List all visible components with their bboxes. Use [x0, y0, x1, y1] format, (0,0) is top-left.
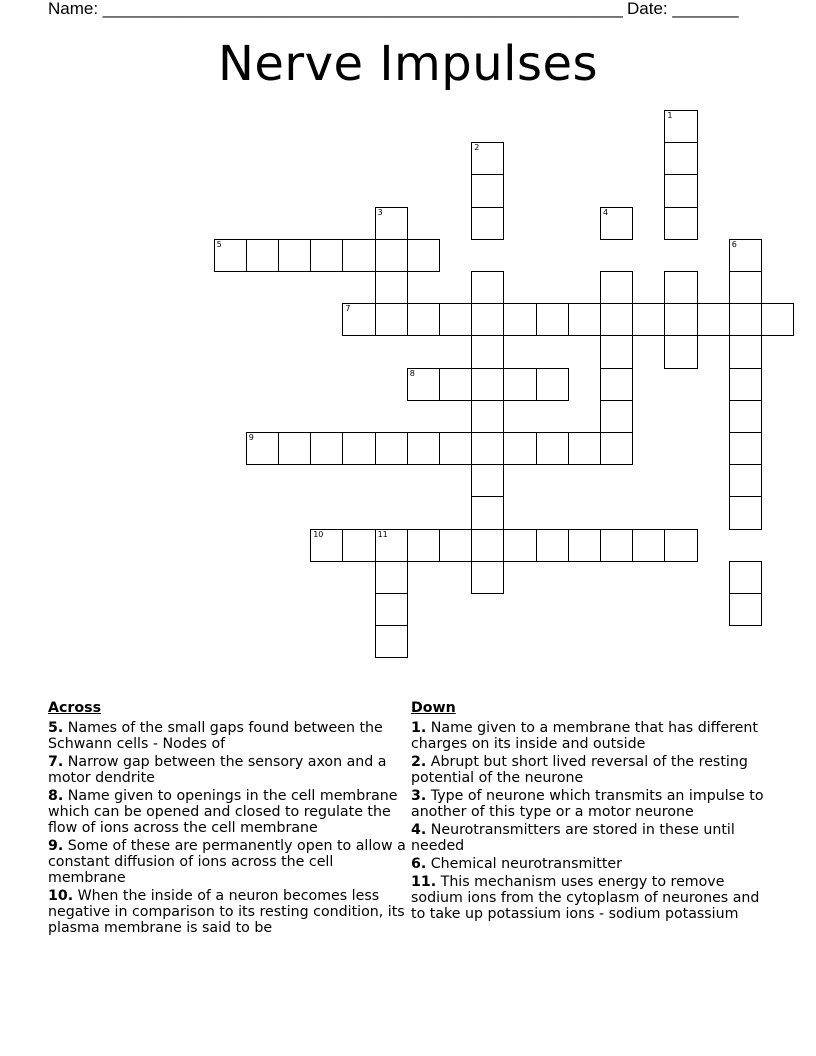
grid-cell[interactable]	[375, 625, 408, 658]
grid-cell[interactable]	[407, 239, 440, 272]
grid-cell[interactable]	[664, 110, 697, 143]
grid-cell[interactable]	[471, 529, 504, 562]
grid-cell[interactable]	[375, 561, 408, 594]
grid-cell[interactable]	[600, 529, 633, 562]
down-heading: Down	[411, 700, 456, 716]
clue-number-label: 11	[377, 529, 388, 539]
clue-text: Name given to openings in the cell membrane which can be opened and closed to regulate the flow of ions across the cell membrane	[48, 788, 398, 836]
clue-number: 4.	[411, 822, 427, 838]
grid-cell[interactable]	[407, 368, 440, 401]
grid-cell[interactable]	[503, 303, 536, 336]
grid-cell[interactable]	[536, 529, 569, 562]
grid-cell[interactable]	[600, 335, 633, 368]
date-field-line[interactable]: Date: _______	[627, 0, 739, 18]
across-clue	[48, 720, 408, 752]
grid-cell[interactable]	[471, 271, 504, 304]
grid-cell[interactable]	[407, 432, 440, 465]
grid-cell[interactable]	[568, 432, 601, 465]
grid-cell[interactable]	[375, 271, 408, 304]
clue-number-label: 4	[603, 207, 609, 217]
grid-cell[interactable]	[729, 464, 762, 497]
clue-number-label: 3	[377, 207, 383, 217]
grid-cell[interactable]	[600, 303, 633, 336]
grid-cell[interactable]	[471, 174, 504, 207]
grid-cell[interactable]	[600, 400, 633, 433]
clue-number-label: 6	[731, 239, 737, 249]
grid-cell[interactable]	[375, 593, 408, 626]
clue-number: 2.	[411, 754, 427, 770]
down-clue	[411, 874, 771, 922]
clue-text: Neurotransmitters are stored in these until needed	[411, 822, 735, 854]
grid-cell[interactable]	[503, 368, 536, 401]
grid-cell[interactable]	[375, 529, 408, 562]
down-clue	[411, 754, 771, 786]
grid-cell[interactable]	[664, 207, 697, 240]
grid-cell[interactable]	[697, 303, 730, 336]
grid-cell[interactable]	[503, 432, 536, 465]
clue-text: Some of these are permanently open to allow a constant diffusion of ions across the cell membrane	[48, 838, 406, 886]
clue-number-label: 2	[474, 143, 480, 153]
grid-cell[interactable]	[664, 529, 697, 562]
grid-cell[interactable]	[471, 464, 504, 497]
clue-number-label: 1	[667, 111, 673, 120]
grid-cell[interactable]	[471, 368, 504, 401]
grid-cell[interactable]	[439, 303, 472, 336]
grid-cell[interactable]	[632, 529, 665, 562]
clue-number: 8.	[48, 788, 64, 804]
grid-cell[interactable]	[503, 529, 536, 562]
grid-cell[interactable]	[568, 529, 601, 562]
clue-number-label: 7	[345, 304, 351, 314]
clue-text: Name given to a membrane that has different charges on its inside and outside	[411, 720, 758, 752]
grid-cell[interactable]	[375, 303, 408, 336]
clue-number-label: 9	[248, 433, 254, 442]
grid-cell[interactable]	[568, 303, 601, 336]
grid-cell[interactable]	[664, 271, 697, 304]
down-clue	[411, 788, 771, 820]
clue-number: 7.	[48, 754, 64, 770]
grid-cell[interactable]	[729, 432, 762, 465]
down-clues	[411, 700, 771, 924]
grid-cell[interactable]	[664, 142, 697, 175]
grid-cell[interactable]	[632, 303, 665, 336]
grid-cell[interactable]	[536, 368, 569, 401]
grid-cell[interactable]	[439, 432, 472, 465]
grid-cell[interactable]	[729, 593, 762, 626]
across-clue	[48, 888, 408, 936]
grid-cell[interactable]	[471, 496, 504, 529]
clue-number: 3.	[411, 788, 427, 804]
clue-number: 5.	[48, 720, 64, 736]
clue-text: Narrow gap between the sensory axon and a motor dendrite	[48, 754, 387, 786]
clue-number: 6.	[411, 856, 427, 872]
clue-number: 10.	[48, 888, 74, 904]
grid-cell[interactable]	[729, 561, 762, 594]
page-title: Nerve Impulses	[217, 36, 599, 92]
across-clue	[48, 754, 408, 786]
clue-number-label: 5	[216, 239, 222, 249]
grid-cell[interactable]	[375, 239, 408, 272]
clue-text: This mechanism uses energy to remove sodium ions from the cytoplasm of neurones and to take up potassium ions - sodium potassium	[411, 874, 760, 922]
clue-text: Abrupt but short lived reversal of the resting potential of the neurone	[411, 754, 748, 786]
grid-cell[interactable]	[600, 271, 633, 304]
clue-text: Names of the small gaps found between the Schwann cells - Nodes of	[48, 720, 383, 752]
grid-cell[interactable]	[471, 303, 504, 336]
grid-cell[interactable]	[310, 239, 343, 272]
grid-cell[interactable]	[246, 239, 279, 272]
across-heading: Across	[48, 700, 102, 716]
grid-cell[interactable]	[664, 174, 697, 207]
clue-text: Type of neurone which transmits an impulse to another of this type or a motor neurone	[411, 788, 764, 820]
grid-cell[interactable]	[536, 303, 569, 336]
grid-cell[interactable]	[310, 432, 343, 465]
grid-cell[interactable]	[342, 239, 375, 272]
grid-cell[interactable]	[729, 400, 762, 433]
across-clue	[48, 838, 408, 886]
grid-cell[interactable]	[729, 335, 762, 368]
grid-cell[interactable]	[278, 239, 311, 272]
grid-cell[interactable]	[729, 303, 762, 336]
grid-cell[interactable]	[439, 529, 472, 562]
grid-cell[interactable]	[342, 303, 375, 336]
grid-cell[interactable]	[536, 432, 569, 465]
grid-cell[interactable]	[310, 529, 343, 562]
grid-cell[interactable]	[729, 496, 762, 529]
grid-cell[interactable]	[471, 561, 504, 594]
grid-cell[interactable]	[729, 368, 762, 401]
down-clue	[411, 822, 771, 854]
grid-cell[interactable]	[471, 432, 504, 465]
clue-number: 1.	[411, 720, 427, 736]
clue-number: 9.	[48, 838, 64, 854]
name-field-line[interactable]: Name: _______________________________________________________	[48, 0, 623, 18]
grid-cell[interactable]	[246, 432, 279, 465]
grid-cell[interactable]	[664, 303, 697, 336]
down-clue	[411, 856, 771, 872]
grid-cell[interactable]	[471, 142, 504, 175]
grid-cell[interactable]	[600, 432, 633, 465]
clue-text: Chemical neurotransmitter	[426, 856, 622, 872]
clue-number-label: 10	[313, 529, 324, 539]
across-clues	[48, 700, 408, 938]
grid-cell[interactable]	[342, 529, 375, 562]
grid-cell[interactable]	[600, 207, 633, 240]
grid-cell[interactable]	[729, 271, 762, 304]
grid-cell[interactable]	[471, 335, 504, 368]
grid-cell[interactable]	[600, 368, 633, 401]
clue-number: 11.	[411, 874, 437, 890]
grid-cell[interactable]	[407, 529, 440, 562]
grid-cell[interactable]	[375, 432, 408, 465]
clue-text: When the inside of a neuron becomes less negative in comparison to its resting condition, its plasma membrane is said to be	[48, 888, 405, 936]
grid-cell[interactable]	[407, 303, 440, 336]
across-clue	[48, 788, 408, 836]
grid-cell[interactable]	[278, 432, 311, 465]
grid-cell[interactable]	[439, 368, 472, 401]
grid-cell[interactable]	[729, 239, 762, 272]
grid-cell[interactable]	[761, 303, 794, 336]
grid-cell[interactable]	[214, 239, 247, 272]
down-clue	[411, 720, 771, 752]
grid-cell[interactable]	[375, 207, 408, 240]
grid-cell[interactable]	[471, 400, 504, 433]
clue-number-label: 8	[409, 368, 415, 378]
grid-cell[interactable]	[471, 207, 504, 240]
grid-cell[interactable]	[342, 432, 375, 465]
grid-cell[interactable]	[664, 335, 697, 368]
